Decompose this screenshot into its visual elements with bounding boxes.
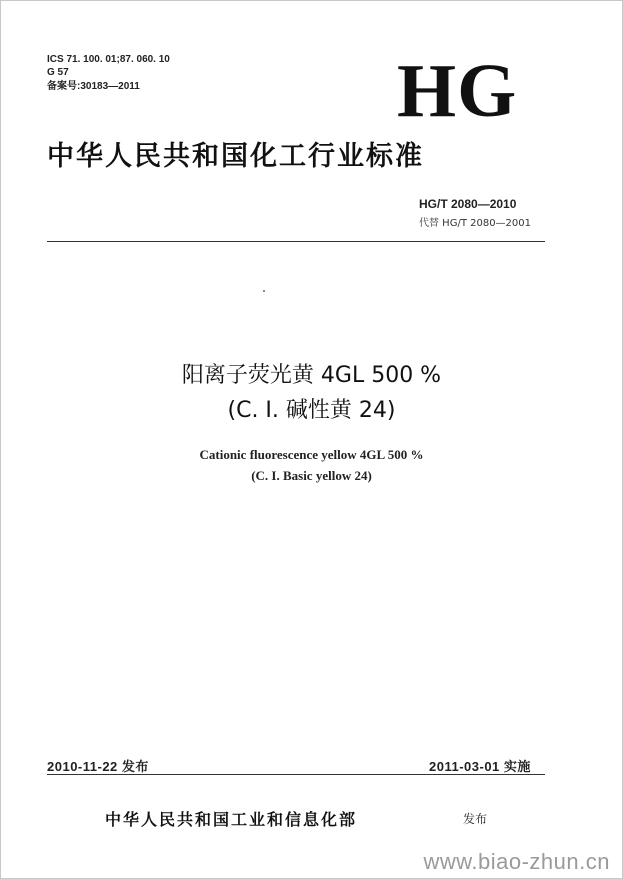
speck xyxy=(263,290,265,292)
title-en-line2: (C. I. Basic yellow 24) xyxy=(251,468,372,483)
implement-date: 2011-03-01 实施 xyxy=(429,759,531,774)
hg-logo: HG xyxy=(397,49,518,133)
record-number: 备案号:30183—2011 xyxy=(47,81,140,92)
replaces-standard: 代替 HG/T 2080—2001 xyxy=(419,218,532,229)
ministry-name: 中华人民共和国工业和信息化部 xyxy=(105,810,358,829)
issue-date: 2010-11-22 发布 xyxy=(47,759,149,774)
header-rule xyxy=(47,241,545,242)
ics-code: ICS 71. 100. 01;87. 060. 10 xyxy=(47,54,170,65)
ministry-publish-label: 发布 xyxy=(463,812,488,826)
watermark: www.biao-zhun.cn xyxy=(423,849,610,874)
title-cn-line1: 阳离子荧光黄 4GL 500 % xyxy=(181,363,442,388)
title-en-line1: Cationic fluorescence yellow 4GL 500 % xyxy=(199,447,424,462)
org-title: 中华人民共和国化工行业标准 xyxy=(47,141,424,172)
footer-rule xyxy=(47,774,545,775)
title-cn-line2: (C. I. 碱性黄 24) xyxy=(227,398,396,423)
standard-number: HG/T 2080—2010 xyxy=(419,197,517,211)
ccs-code: G 57 xyxy=(47,67,69,78)
